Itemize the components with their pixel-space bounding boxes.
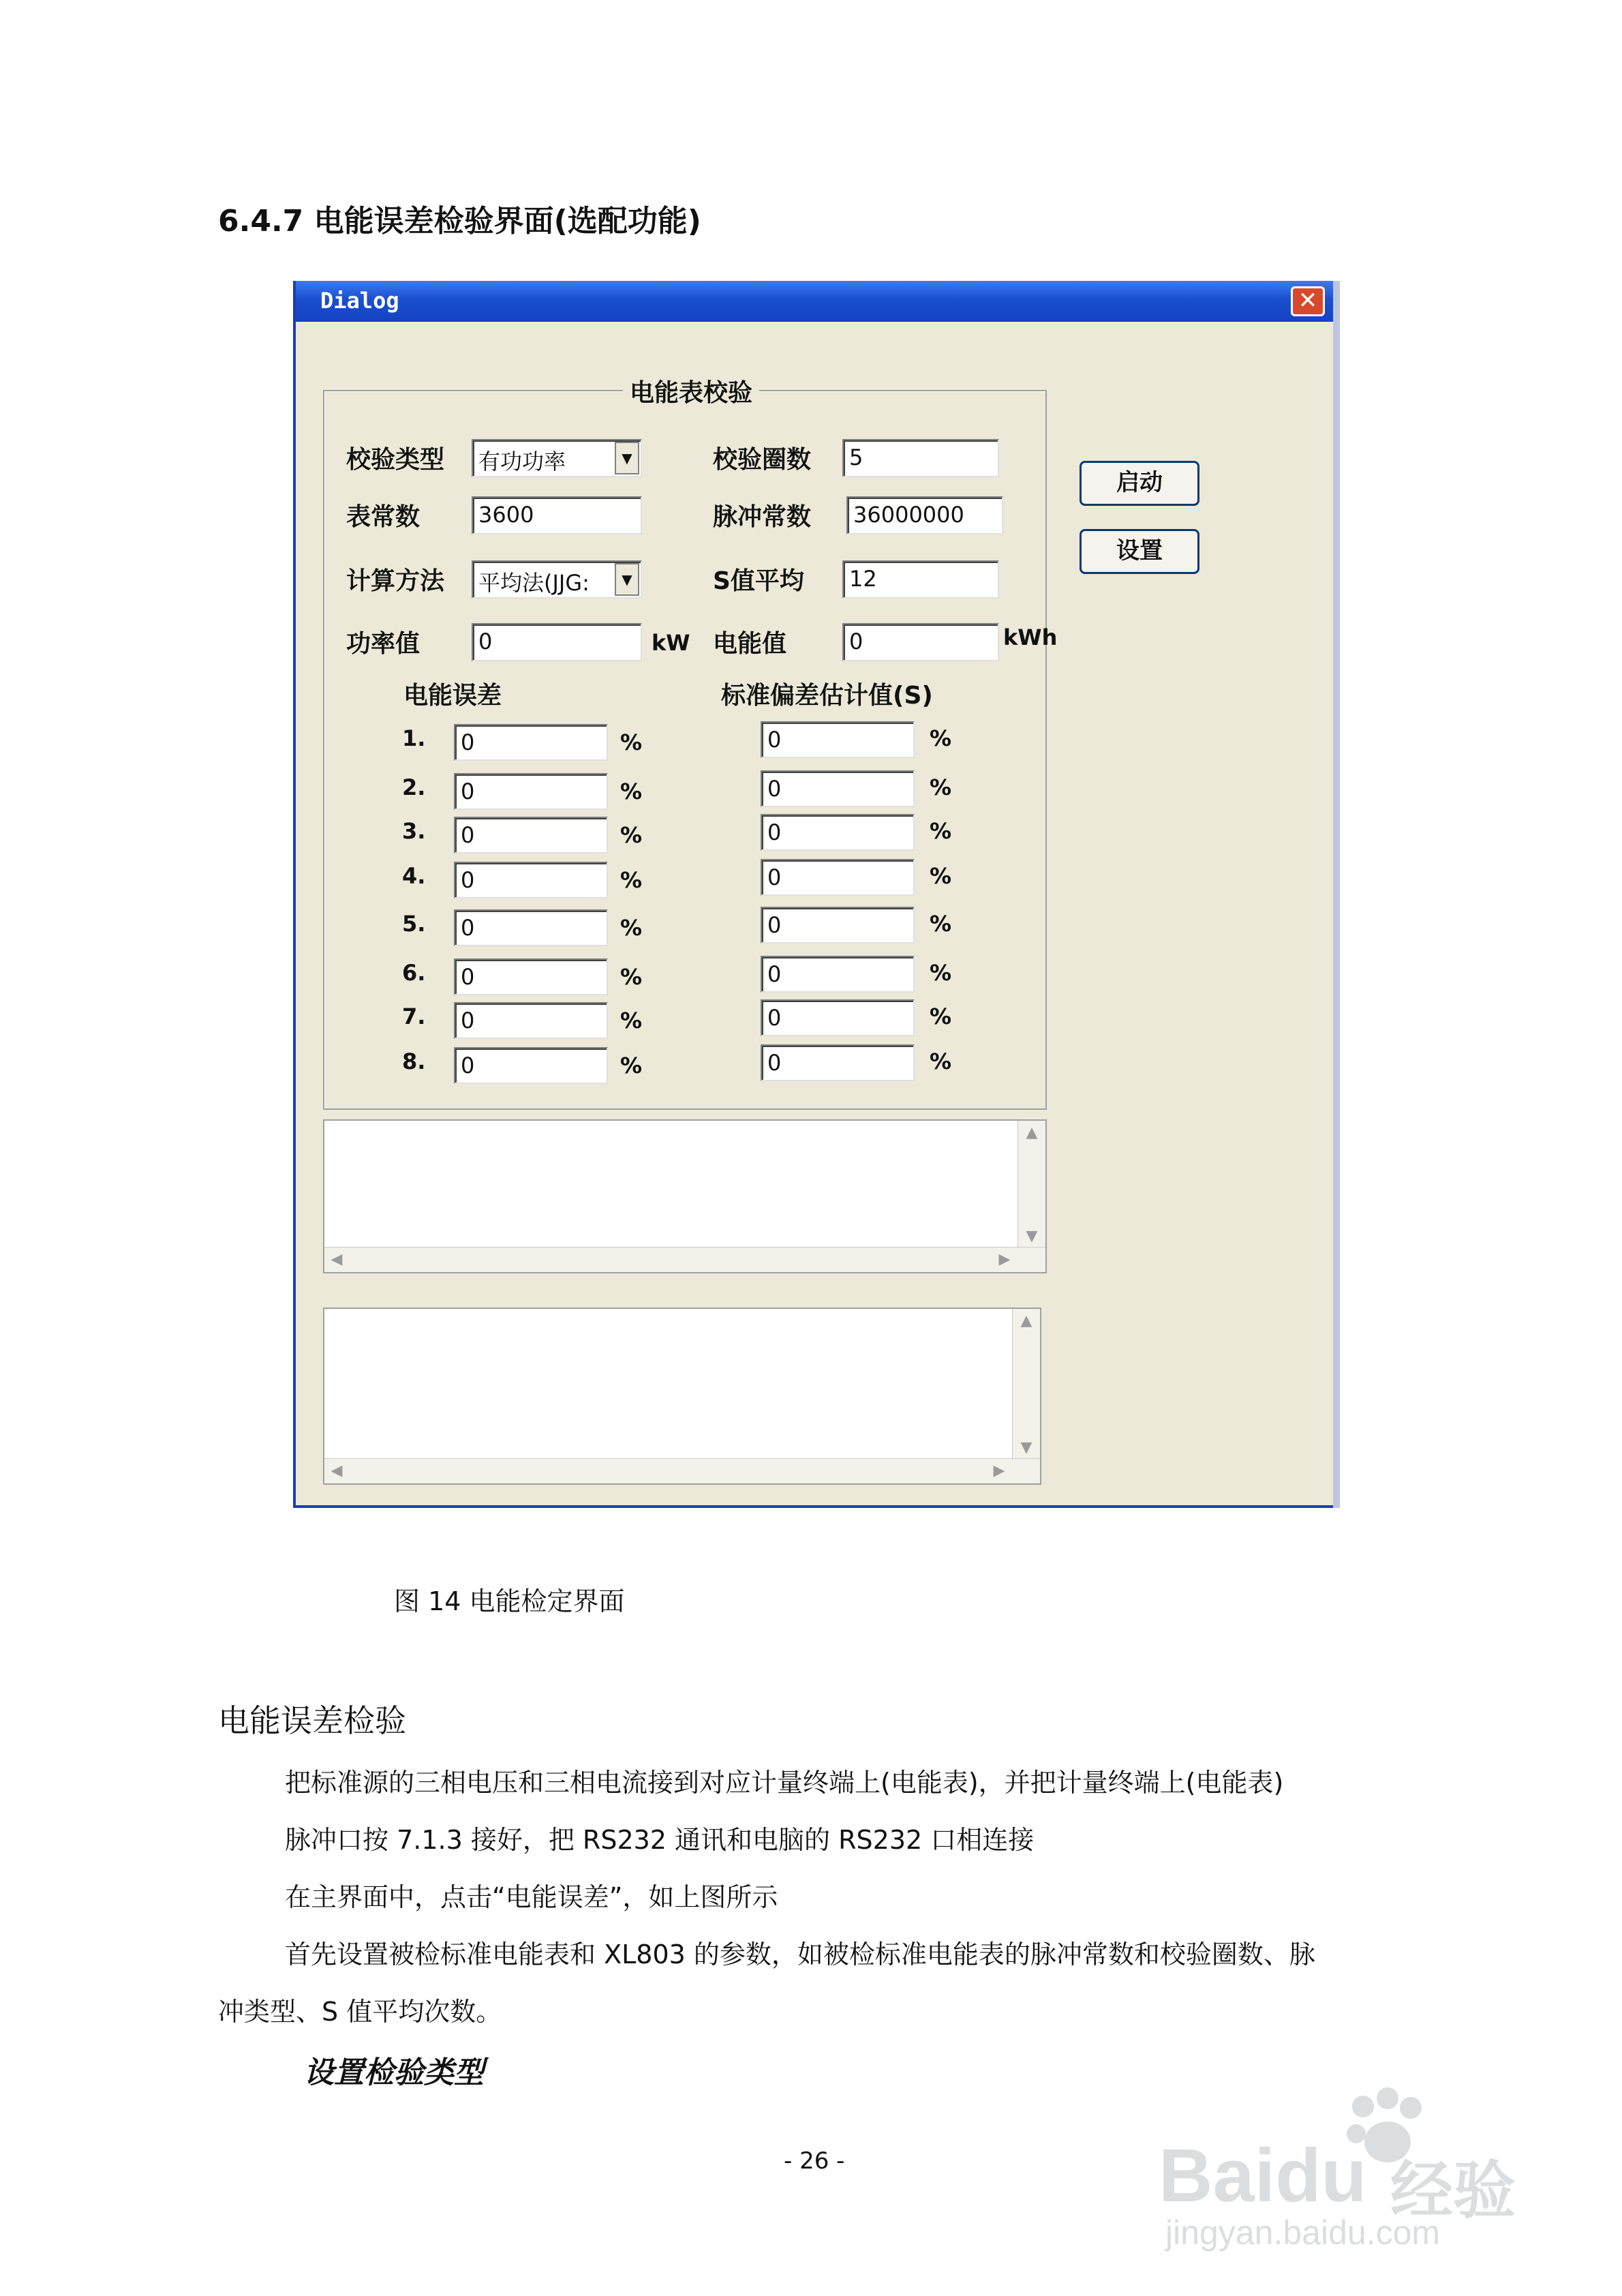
log-textarea-2[interactable] (323, 1308, 1041, 1485)
percent-unit: % (620, 822, 643, 848)
energy-error-field[interactable]: 0 (454, 862, 608, 898)
percent-unit: % (620, 729, 643, 755)
row-number: 5. (402, 911, 426, 937)
horizontal-scrollbar[interactable] (324, 1247, 1045, 1272)
check-turns-label: 校验圈数 (713, 446, 812, 474)
body-heading: 电能误差检验 (218, 1702, 406, 1739)
meter-constant-label: 表常数 (346, 503, 420, 531)
energy-error-field[interactable]: 0 (454, 1047, 608, 1084)
row-number: 7. (402, 1003, 426, 1029)
paragraph-line: 脉冲口按 7.1.3 接好，把 RS232 通讯和电脑的 RS232 口相连接 (285, 1825, 1035, 1855)
std-deviation-field[interactable]: 0 (761, 721, 915, 758)
percent-unit: % (620, 1008, 643, 1033)
percent-unit: % (930, 774, 952, 800)
vertical-scrollbar[interactable] (1017, 1121, 1045, 1249)
row-number: 4. (402, 863, 426, 889)
energy-error-header: 电能误差 (403, 682, 502, 710)
calc-method-select[interactable] (472, 560, 642, 599)
row-number: 3. (402, 818, 426, 844)
percent-unit: % (930, 1048, 952, 1074)
chevron-down-icon[interactable]: ▼ (615, 442, 639, 474)
energy-error-field[interactable]: 0 (454, 817, 608, 854)
std-deviation-field[interactable]: 0 (761, 999, 915, 1036)
check-type-select[interactable] (472, 439, 642, 477)
energy-error-field[interactable]: 0 (454, 724, 608, 761)
check-type-value: 有功功率 (478, 449, 566, 474)
check-turns-input[interactable]: 5 (842, 439, 999, 477)
pulse-constant-label: 脉冲常数 (713, 503, 812, 531)
row-number: 8. (402, 1048, 426, 1074)
scroll-down-icon[interactable]: ▼ (1026, 1228, 1038, 1245)
std-deviation-field[interactable]: 0 (761, 770, 915, 807)
settings-button[interactable]: 设置 (1080, 529, 1199, 574)
dialog-window (293, 281, 1336, 1508)
energy-error-field[interactable]: 0 (454, 958, 608, 995)
percent-unit: % (620, 779, 643, 804)
percent-unit: % (620, 867, 643, 893)
percent-unit: % (620, 915, 643, 941)
std-deviation-field[interactable]: 0 (761, 1044, 915, 1081)
energy-error-field[interactable]: 0 (454, 909, 608, 946)
scroll-up-icon[interactable]: ▲ (1020, 1312, 1032, 1329)
paragraph-line: 把标准源的三相电压和三相电流接到对应计量终端上(电能表)，并把计量终端上(电能表) (285, 1768, 1284, 1798)
dialog-title: Dialog (320, 288, 399, 314)
meter-constant-input[interactable]: 3600 (472, 496, 642, 534)
std-deviation-field[interactable]: 0 (761, 814, 915, 851)
scroll-left-icon[interactable]: ◀ (331, 1462, 343, 1479)
start-button[interactable]: 启动 (1080, 461, 1199, 506)
paragraph-line: 在主界面中，点击“电能误差”，如上图所示 (285, 1882, 778, 1912)
close-button[interactable]: ✕ (1291, 286, 1325, 316)
energy-error-field[interactable]: 0 (454, 773, 608, 810)
row-number: 6. (402, 960, 426, 986)
percent-unit: % (930, 818, 952, 844)
baidu-watermark (1159, 2079, 1540, 2250)
std-deviation-field[interactable]: 0 (761, 956, 915, 993)
std-deviation-field[interactable]: 0 (761, 859, 915, 896)
energy-value-input[interactable]: 0 (842, 623, 999, 661)
watermark-product: 经验 (1390, 2154, 1516, 2227)
scroll-up-icon[interactable]: ▲ (1026, 1124, 1038, 1141)
percent-unit: % (620, 964, 643, 990)
std-deviation-field[interactable]: 0 (761, 907, 915, 943)
italic-subheading: 设置检验类型 (304, 2055, 484, 2090)
percent-unit: % (930, 911, 952, 937)
row-number: 2. (402, 774, 426, 800)
energy-unit: kWh (1003, 624, 1058, 650)
chevron-down-icon[interactable]: ▼ (615, 563, 639, 596)
log-textarea-1[interactable] (323, 1119, 1047, 1273)
scroll-right-icon[interactable]: ▶ (993, 1462, 1005, 1479)
power-value-label: 功率值 (346, 630, 420, 658)
energy-value-label: 电能值 (713, 630, 787, 658)
pulse-constant-input[interactable]: 36000000 (846, 496, 1003, 534)
paragraph-line: 首先设置被检标准电能表和 XL803 的参数，如被检标准电能表的脉冲常数和校验圈数、脉 (285, 1939, 1315, 1969)
group-title: 电能表校验 (623, 374, 759, 408)
check-type-label: 校验类型 (346, 446, 445, 474)
percent-unit: % (620, 1053, 643, 1078)
power-value-input[interactable]: 0 (472, 623, 642, 661)
power-unit: kW (652, 630, 690, 656)
s-average-label: S值平均 (713, 567, 804, 595)
percent-unit: % (930, 1003, 952, 1029)
calc-method-value: 平均法(JJG: (478, 570, 590, 596)
figure-caption: 图 14 电能检定界面 (394, 1586, 625, 1616)
scroll-down-icon[interactable]: ▼ (1020, 1439, 1032, 1456)
percent-unit: % (930, 725, 952, 751)
energy-error-field[interactable]: 0 (454, 1002, 608, 1039)
horizontal-scrollbar[interactable] (324, 1458, 1040, 1483)
scroll-left-icon[interactable]: ◀ (331, 1251, 343, 1268)
percent-unit: % (930, 960, 952, 986)
page-number: - 26 - (784, 2147, 845, 2175)
dialog-titlebar[interactable] (296, 281, 1333, 322)
s-average-input[interactable]: 12 (842, 560, 999, 599)
calc-method-label: 计算方法 (346, 567, 445, 595)
percent-unit: % (930, 863, 952, 889)
scroll-right-icon[interactable]: ▶ (998, 1251, 1011, 1268)
vertical-scrollbar[interactable] (1012, 1309, 1040, 1460)
watermark-url: jingyan.baidu.com (1165, 2214, 1441, 2252)
row-number: 1. (402, 725, 426, 751)
watermark-brand: Baidu (1159, 2134, 1367, 2218)
std-deviation-header: 标准偏差估计值(S) (721, 682, 933, 710)
section-heading: 6.4.7 电能误差检验界面(选配功能) (218, 204, 701, 239)
paragraph-line: 冲类型、S 值平均次数。 (218, 1997, 502, 2027)
window-edge (1333, 281, 1340, 1508)
